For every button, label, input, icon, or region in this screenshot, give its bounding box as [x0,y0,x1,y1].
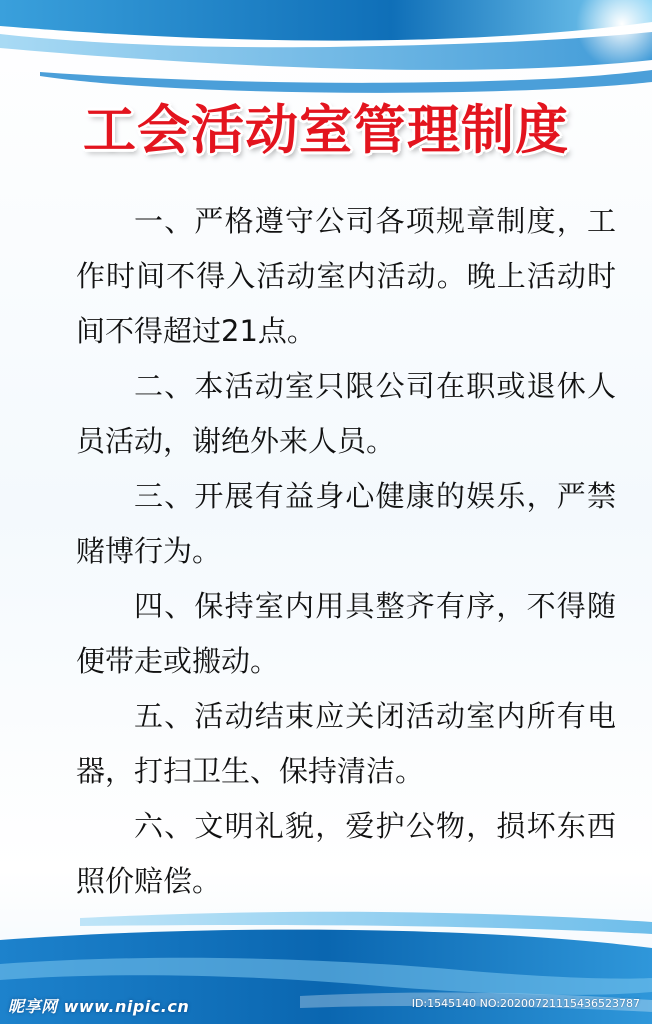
page-title: 工会活动室管理制度 [83,100,569,161]
rule-item: 六、文明礼貌，爱护公物，损坏东西照价赔偿。 [76,809,616,898]
rule-item: 二、本活动室只限公司在职或退休人员活动，谢绝外来人员。 [76,369,616,458]
top-wave-decoration [0,0,652,100]
rule-item: 四、保持室内用具整齐有序，不得随便带走或搬动。 [76,589,616,678]
watermark-site: 昵享网 www.nipic.cn [8,997,190,1016]
rules-list [76,194,616,909]
rule-item: 三、开展有益身心健康的娱乐，严禁赌博行为。 [76,479,616,568]
rule-item: 一、严格遵守公司各项规章制度，工作时间不得入活动室内活动。晚上活动时间不得超过21点。 [76,204,616,348]
rule-item: 五、活动结束应关闭活动室内所有电器，打扫卫生、保持清洁。 [76,699,616,788]
watermark-id: ID:1545140 NO:20200721115436523787 [411,997,640,1010]
